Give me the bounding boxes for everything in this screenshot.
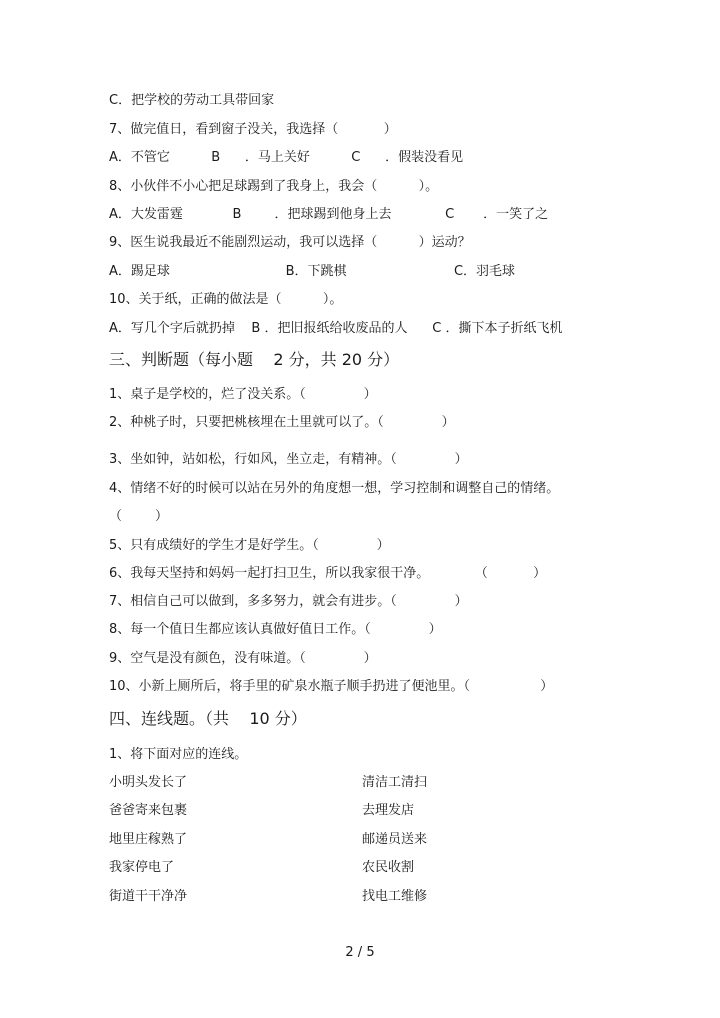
match-left-item: 我家停电了 xyxy=(109,860,175,875)
answer-options: A．不管它 B ．马上关好 C ．假装没看见 xyxy=(109,150,464,165)
question-line: C．把学校的劳动工具带回家 xyxy=(109,93,275,108)
judgement-item: 5、只有成绩好的学生才是好学生。（ ） xyxy=(109,538,390,553)
match-left-item: 小明头发长了 xyxy=(109,775,188,790)
judgement-item: 7、相信自己可以做到，多多努力，就会有进步。（ ） xyxy=(109,594,468,609)
page-number: 2 / 5 xyxy=(345,945,375,960)
judgement-item: 6、我每天坚持和妈妈一起打扫卫生，所以我家很干净。 （ ） xyxy=(109,566,547,581)
question-line: 9、医生说我最近不能剧烈运动，我可以选择（ ）运动？ xyxy=(109,235,471,250)
match-right-item: 找电工维修 xyxy=(362,889,428,904)
question-line: 8、小伙伴不小心把足球踢到了我身上，我会（ ）。 xyxy=(109,179,439,194)
answer-options: A．大发雷霆 B ．把球踢到他身上去 C ．一笑了之 xyxy=(109,207,549,222)
instruction: 1、将下面对应的连线。 xyxy=(109,747,248,762)
judgement-item: 2、种桃子时，只要把桃核埋在土里就可以了。（ ） xyxy=(109,415,455,430)
judgement-item: 3、坐如钟，站如松，行如风，坐立走，有精神。（ ） xyxy=(109,452,468,467)
answer-parentheses: （ ） xyxy=(109,509,169,524)
section-title: 三、判断题（每小题 2 分，共 20 分） xyxy=(109,350,400,369)
match-left-item: 地里庄稼熟了 xyxy=(109,832,188,847)
judgement-item: 4、情绪不好的时候可以站在另外的角度想一想，学习控制和调整自己的情绪。 xyxy=(109,481,560,496)
judgement-item: 1、桌子是学校的，烂了没关系。（ ） xyxy=(109,387,377,402)
match-right-item: 清洁工清扫 xyxy=(362,775,428,790)
judgement-item: 8、每一个值日生都应该认真做好值日工作。（ ） xyxy=(109,622,442,637)
match-right-item: 去理发店 xyxy=(362,803,415,818)
question-line: 10、关于纸，正确的做法是（ ）。 xyxy=(109,292,343,307)
match-left-item: 爸爸寄来包裹 xyxy=(109,803,188,818)
match-left-item: 街道干干净净 xyxy=(109,889,188,904)
section-title: 四、连线题。（共 10 分） xyxy=(109,709,307,728)
judgement-item: 10、小新上厕所后，将手里的矿泉水瓶子顺手扔进了便池里。（ ） xyxy=(109,679,554,694)
match-right-item: 农民收割 xyxy=(362,860,415,875)
question-line: 7、做完值日，看到窗子没关，我选择（ ） xyxy=(109,122,397,137)
judgement-item: 9、空气是没有颜色，没有味道。（ ） xyxy=(109,651,377,666)
match-right-item: 邮递员送来 xyxy=(362,832,428,847)
answer-options: A．踢足球 B．下跳棋 C．羽毛球 xyxy=(109,264,516,279)
answer-options: A．写几个字后就扔掉 B ．把旧报纸给收废品的人 C ．撕下本子折纸飞机 xyxy=(109,321,563,336)
